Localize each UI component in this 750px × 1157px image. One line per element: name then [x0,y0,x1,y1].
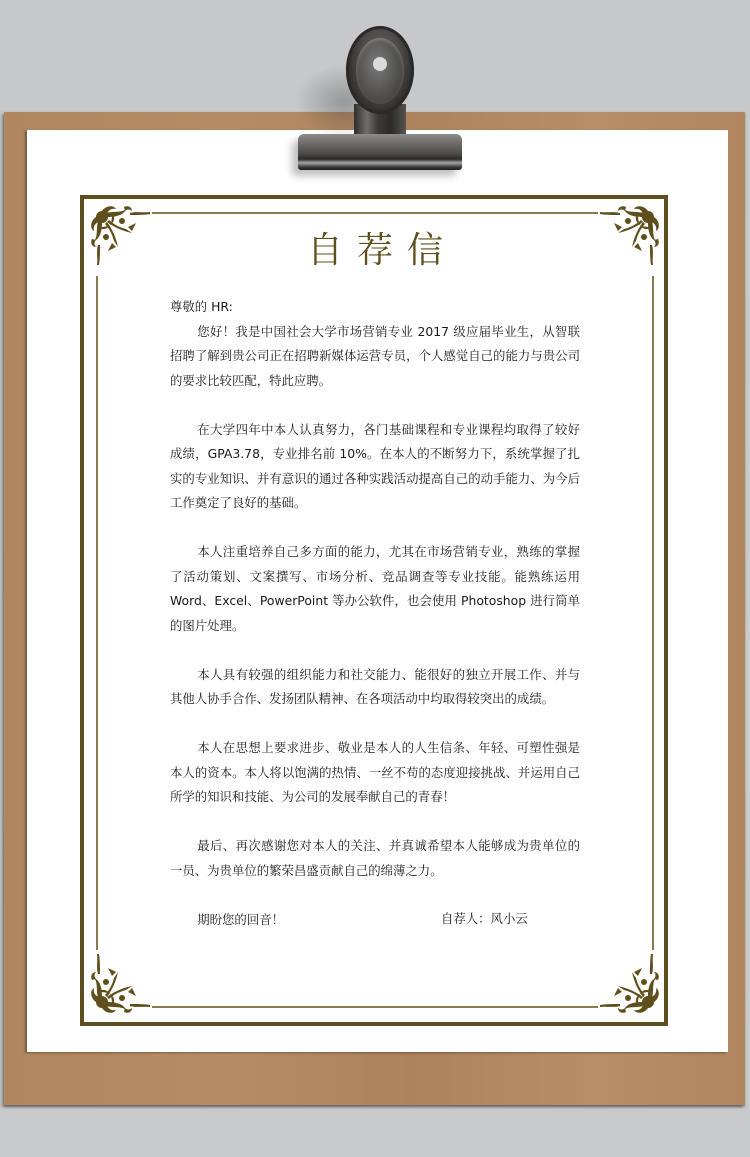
letter-body [170,295,580,932]
greeting: 尊敬的 HR: [170,299,233,314]
binder-clip-icon [290,24,470,174]
paragraph-await-reply: 期盼您的回音！ [197,911,284,927]
frame-inner-line-top [152,212,598,214]
frame-inner-line-bottom [152,1006,598,1008]
paragraph-attitude: 本人在思想上要求进步、敬业是本人的人生信条、年轻、可塑性强是本人的资本。本人将以饱满的热情、一丝不苟的态度迎接挑战、并运用自己所学的知识和技能、为公司的发展奉献自己的青春！ [170,740,580,804]
corner-ornament-icon [88,952,152,1016]
corner-ornament-icon [598,952,662,1016]
frame-inner-line-right [652,276,654,950]
frame-inner-line-left [96,276,98,950]
paragraph-academics: 在大学四年中本人认真努力，各门基础课程和专业课程均取得了较好成绩，GPA3.78，专业排名前 10%。在本人的不断努力下，系统掌握了扎实的专业知识、并有意识的通过各种实践活动提高自己的动手能力、为今后工作奠定了良好的基础。 [170,421,580,510]
clip-base [298,134,462,170]
paragraph-skills: 本人注重培养自己多方面的能力，尤其在市场营销专业，熟练的掌握了活动策划、文案撰写、市场分析、竞品调查等专业技能。能熟练运用 Word、Excel、PowerPoint 等办公软件，也会使用 Photoshop 进行简单的图片处理。 [170,544,580,633]
paragraph-intro: 您好！我是中国社会大学市场营销专业 2017 级应届毕业生，从智联招聘了解到贵公司正在招聘新媒体运营专员，个人感觉自己的能力与贵公司的要求比较匹配，特此应聘。 [170,323,580,388]
document-title: 自荐信 [306,230,457,271]
signature: 自荐人：风小云 [441,911,528,926]
clip-ring-inner [356,38,404,104]
paragraph-teamwork: 本人具有较强的组织能力和社交能力、能很好的独立开展工作、并与其他人协手合作、发扬团队精神、在各项活动中均取得较突出的成绩。 [170,666,580,706]
clip-hole [373,57,387,71]
paragraph-closing: 最后、再次感谢您对本人的关注、并真诚希望本人能够成为贵单位的一员、为贵单位的繁荣昌盛贡献自己的绵薄之力。 [170,838,580,878]
